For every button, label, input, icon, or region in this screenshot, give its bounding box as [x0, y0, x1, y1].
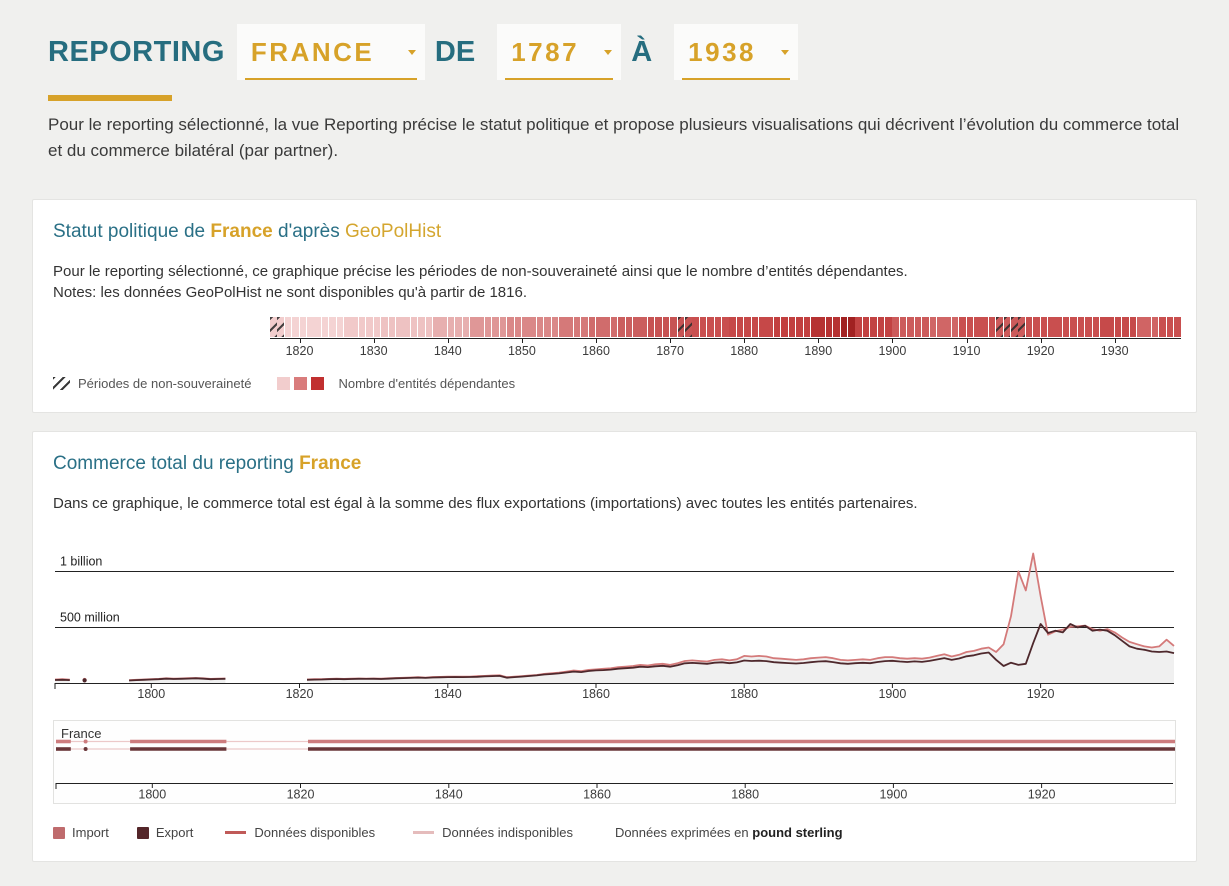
timeline-year-cell[interactable] [789, 317, 796, 337]
timeline-year-cell[interactable] [329, 317, 336, 337]
timeline-year-cell[interactable] [811, 317, 818, 337]
x-tick-label: 1890 [804, 344, 833, 358]
timeline-year-cell[interactable] [359, 317, 366, 337]
timeline-year-cell[interactable] [1004, 317, 1011, 337]
timeline-year-cell[interactable] [485, 317, 492, 337]
total-trade-card [32, 431, 1197, 862]
svg-text:1860: 1860 [582, 687, 610, 700]
trade-card-title: Commerce total du reporting France [53, 453, 362, 474]
timeline-year-cell[interactable] [1122, 317, 1129, 337]
timeline-year-cell[interactable] [737, 317, 744, 337]
timeline-year-cell[interactable] [685, 317, 692, 337]
timeline-year-cell[interactable] [292, 317, 299, 337]
timeline-year-cell[interactable] [1174, 317, 1181, 337]
timeline-year-cell[interactable] [559, 317, 566, 337]
swatch-medium [294, 377, 307, 390]
svg-text:1800: 1800 [138, 787, 167, 802]
timeline-year-cell[interactable] [515, 317, 522, 337]
timeline-year-cell[interactable] [833, 317, 840, 337]
timeline-year-cell[interactable] [826, 317, 833, 337]
available-legend-label: Données disponibles [254, 825, 376, 840]
entity-name: France [210, 221, 273, 242]
timeline-year-cell[interactable] [729, 317, 736, 337]
timeline-year-cell[interactable] [670, 317, 677, 337]
export-swatch [137, 827, 149, 839]
svg-text:1880: 1880 [730, 687, 759, 700]
timeline-year-cell[interactable] [500, 317, 507, 337]
timeline-year-cell[interactable] [440, 317, 447, 337]
timeline-year-cell[interactable] [522, 317, 529, 337]
timeline-year-cell[interactable] [351, 317, 358, 337]
timeline-year-cell[interactable] [1159, 317, 1166, 337]
timeline-year-cell[interactable] [418, 317, 425, 337]
partner-availability-panel [53, 720, 1176, 804]
chevron-down-icon [408, 50, 416, 55]
timeline-year-cell[interactable] [870, 317, 877, 337]
timeline-year-cell[interactable] [300, 317, 307, 337]
timeline-year-cell[interactable] [640, 317, 647, 337]
timeline-year-cell[interactable] [700, 317, 707, 337]
total-trade-line-chart [53, 548, 1176, 700]
entity-name: France [299, 453, 362, 474]
data-availability-chart [54, 721, 1175, 803]
timeline-year-cell[interactable] [937, 317, 944, 337]
timeline-year-cell[interactable] [337, 317, 344, 337]
timeline-year-cell[interactable] [507, 317, 514, 337]
political-status-card [32, 199, 1197, 413]
timeline-year-cell[interactable] [1137, 317, 1144, 337]
timeline-year-cell[interactable] [633, 317, 640, 337]
timeline-year-cell[interactable] [552, 317, 559, 337]
svg-text:1 billion: 1 billion [60, 554, 103, 569]
page-title: REPORTING [48, 35, 225, 68]
timeline-year-cell[interactable] [678, 317, 685, 337]
dependencies-swatches [277, 377, 328, 390]
a-label: À [631, 35, 653, 68]
chevron-down-icon [781, 50, 789, 55]
year-from-value: 1787 [511, 36, 580, 67]
chevron-down-icon [604, 50, 612, 55]
timeline-year-cell[interactable] [848, 317, 855, 337]
timeline-year-cell[interactable] [277, 317, 284, 337]
timeline-year-cell[interactable] [1107, 317, 1114, 337]
timeline-year-cell[interactable] [952, 317, 959, 337]
timeline-year-cell[interactable] [722, 317, 729, 337]
timeline-year-cell[interactable] [707, 317, 714, 337]
timeline-year-cell[interactable] [1130, 317, 1137, 337]
x-tick-label: 1830 [359, 344, 388, 358]
timeline-year-cell[interactable] [307, 317, 314, 337]
timeline-year-cell[interactable] [537, 317, 544, 337]
timeline-year-cell[interactable] [374, 317, 381, 337]
timeline-year-cell[interactable] [944, 317, 951, 337]
timeline-year-cell[interactable] [463, 317, 470, 337]
timeline-year-cell[interactable] [1167, 317, 1174, 337]
export-legend-label: Export [155, 825, 194, 840]
timeline-year-cell[interactable] [618, 317, 625, 337]
svg-text:1900: 1900 [878, 687, 907, 700]
timeline-year-cell[interactable] [818, 317, 825, 337]
timeline-year-cell[interactable] [492, 317, 499, 337]
trade-card-description: Dans ce graphique, le commerce total est égal à la somme des flux exportations (importations) avec toutes les entités partenaires. [53, 495, 918, 512]
year-to-select[interactable] [674, 24, 798, 80]
timeline-year-cell[interactable] [781, 317, 788, 337]
timeline-year-cell[interactable] [574, 317, 581, 337]
timeline-year-cell[interactable] [1152, 317, 1159, 337]
timeline-year-cell[interactable] [396, 317, 403, 337]
timeline-year-cell[interactable] [796, 317, 803, 337]
timeline-year-cell[interactable] [344, 317, 351, 337]
timeline-year-cell[interactable] [603, 317, 610, 337]
timeline-year-cell[interactable] [744, 317, 751, 337]
hatch-pattern-icon [53, 377, 70, 390]
timeline-year-cell[interactable] [411, 317, 418, 337]
timeline-year-cell[interactable] [455, 317, 462, 337]
timeline-year-cell[interactable] [1070, 317, 1077, 337]
timeline-year-cell[interactable] [1048, 317, 1055, 337]
timeline-year-cell[interactable] [863, 317, 870, 337]
timeline-year-cell[interactable] [1033, 317, 1040, 337]
timeline-year-cell[interactable] [596, 317, 603, 337]
timeline-year-cell[interactable] [389, 317, 396, 337]
timeline-year-cell[interactable] [841, 317, 848, 337]
x-tick-label: 1920 [1026, 344, 1055, 358]
unavailable-data-dash-icon [413, 831, 434, 834]
currency-name: pound sterling [752, 825, 843, 840]
political-card-description: Pour le reporting sélectionné, ce graphique précise les périodes de non-souveraineté ainsi que le nombre d’entités dépendantes. Notes: les données GeoPolHist ne sont disponibles qu'à partir de 1816. [53, 263, 908, 301]
timeline-year-cell[interactable] [1018, 317, 1025, 337]
svg-text:1820: 1820 [286, 787, 315, 802]
timeline-year-cell[interactable] [403, 317, 410, 337]
x-tick-label: 1930 [1100, 344, 1129, 358]
svg-text:1880: 1880 [731, 787, 760, 802]
timeline-year-cell[interactable] [996, 317, 1003, 337]
partner-label: France [61, 726, 102, 741]
timeline-year-cell[interactable] [655, 317, 662, 337]
timeline-year-cell[interactable] [804, 317, 811, 337]
svg-text:1900: 1900 [879, 787, 908, 802]
timeline-year-cell[interactable] [774, 317, 781, 337]
political-status-timeline-chart [53, 317, 1176, 363]
timeline-year-cell[interactable] [878, 317, 885, 337]
swatch-light [277, 377, 290, 390]
timeline-year-cell[interactable] [959, 317, 966, 337]
reporting-select-value: FRANCE [250, 36, 375, 67]
timeline-year-cell[interactable] [766, 317, 773, 337]
svg-text:1820: 1820 [285, 687, 314, 700]
timeline-year-cell[interactable] [930, 317, 937, 337]
timeline-year-cell[interactable] [981, 317, 988, 337]
timeline-year-cell[interactable] [1078, 317, 1085, 337]
unavailable-legend-label: Données indisponibles [442, 825, 573, 840]
x-tick-label: 1880 [730, 344, 759, 358]
currency-note: Données exprimées en pound sterling [614, 825, 843, 840]
svg-text:1920: 1920 [1027, 787, 1056, 802]
timeline-year-cell[interactable] [1115, 317, 1122, 337]
timeline-year-cell[interactable] [663, 317, 670, 337]
timeline-year-cell[interactable] [759, 317, 766, 337]
timeline-year-cell[interactable] [366, 317, 373, 337]
timeline-year-cell[interactable] [1011, 317, 1018, 337]
timeline-year-cell[interactable] [855, 317, 862, 337]
timeline-year-cell[interactable] [581, 317, 588, 337]
trade-legend [53, 825, 1176, 840]
timeline-year-cell[interactable] [566, 317, 573, 337]
svg-text:1860: 1860 [583, 787, 611, 802]
dependencies-legend-label: Nombre d'entités dépendantes [338, 376, 516, 391]
timeline-year-cell[interactable] [692, 317, 699, 337]
svg-text:1800: 1800 [137, 687, 166, 700]
import-legend-label: Import [72, 825, 109, 840]
timeline-year-cell[interactable] [448, 317, 455, 337]
year-to-value: 1938 [688, 36, 756, 67]
timeline-year-cell[interactable] [922, 317, 929, 337]
swatch-dark [311, 377, 324, 390]
timeline-year-cell[interactable] [426, 317, 433, 337]
timeline-year-cell[interactable] [1041, 317, 1048, 337]
timeline-year-cell[interactable] [715, 317, 722, 337]
available-data-dash-icon [225, 831, 246, 834]
timeline-year-cell[interactable] [892, 317, 899, 337]
timeline-year-cell[interactable] [529, 317, 536, 337]
timeline-year-cell[interactable] [1085, 317, 1092, 337]
hatch-legend-label: Périodes de non-souveraineté [78, 376, 252, 391]
timeline-year-cell[interactable] [1055, 317, 1062, 337]
political-legend [53, 376, 1176, 391]
x-tick-label: 1910 [952, 344, 981, 358]
timeline-year-cell[interactable] [1063, 317, 1070, 337]
geopolhist-link[interactable]: GeoPolHist [345, 221, 442, 242]
timeline-year-cell[interactable] [270, 317, 277, 337]
timeline-year-cell[interactable] [752, 317, 759, 337]
svg-text:1920: 1920 [1026, 687, 1055, 700]
timeline-year-cell[interactable] [314, 317, 321, 337]
page-header [48, 24, 1203, 101]
timeline-year-cell[interactable] [989, 317, 996, 337]
timeline-year-cell[interactable] [381, 317, 388, 337]
timeline-year-cell[interactable] [477, 317, 484, 337]
timeline-year-cell[interactable] [1144, 317, 1151, 337]
year-from-select[interactable] [497, 24, 621, 80]
x-tick-label: 1850 [507, 344, 536, 358]
svg-text:1840: 1840 [434, 787, 463, 802]
x-axis [270, 338, 1182, 339]
timeline-year-cell[interactable] [433, 317, 440, 337]
x-tick-label: 1840 [433, 344, 462, 358]
import-swatch [53, 827, 65, 839]
trade-chart-svg [53, 548, 1176, 700]
x-tick-label: 1860 [582, 344, 610, 358]
timeline-year-cell[interactable] [1100, 317, 1107, 337]
x-tick-label: 1900 [878, 344, 907, 358]
timeline-year-cell[interactable] [611, 317, 618, 337]
svg-text:1840: 1840 [433, 687, 462, 700]
reporting-select[interactable] [237, 24, 425, 80]
timeline-year-cell[interactable] [285, 317, 292, 337]
svg-text:500 million: 500 million [60, 610, 120, 625]
timeline-year-cell[interactable] [900, 317, 907, 337]
timeline-year-cell[interactable] [1026, 317, 1033, 337]
x-tick-label: 1870 [656, 344, 684, 358]
de-label: DE [434, 35, 476, 68]
timeline-year-cell[interactable] [967, 317, 974, 337]
timeline-year-cell[interactable] [907, 317, 914, 337]
timeline-year-cell[interactable] [648, 317, 655, 337]
page-intro: Pour le reporting sélectionné, la vue Reporting précise le statut politique et propose plusieurs visualisations qui décrivent l’évolution du commerce total et du commerce bilatéral (par partner). [48, 115, 1180, 160]
availability-chart-svg [54, 721, 1175, 803]
timeline-year-cell[interactable] [974, 317, 981, 337]
timeline-year-cell[interactable] [1093, 317, 1100, 337]
timeline-year-cell[interactable] [626, 317, 633, 337]
timeline-year-cell[interactable] [589, 317, 596, 337]
timeline-year-cell[interactable] [915, 317, 922, 337]
timeline-year-cell[interactable] [885, 317, 892, 337]
title-underline [48, 95, 172, 101]
timeline-year-cell[interactable] [470, 317, 477, 337]
political-card-title: Statut politique de France d'après GeoPolHist [53, 221, 442, 242]
timeline-year-cell[interactable] [322, 317, 329, 337]
timeline-year-cell[interactable] [544, 317, 551, 337]
x-tick-label: 1820 [285, 344, 314, 358]
